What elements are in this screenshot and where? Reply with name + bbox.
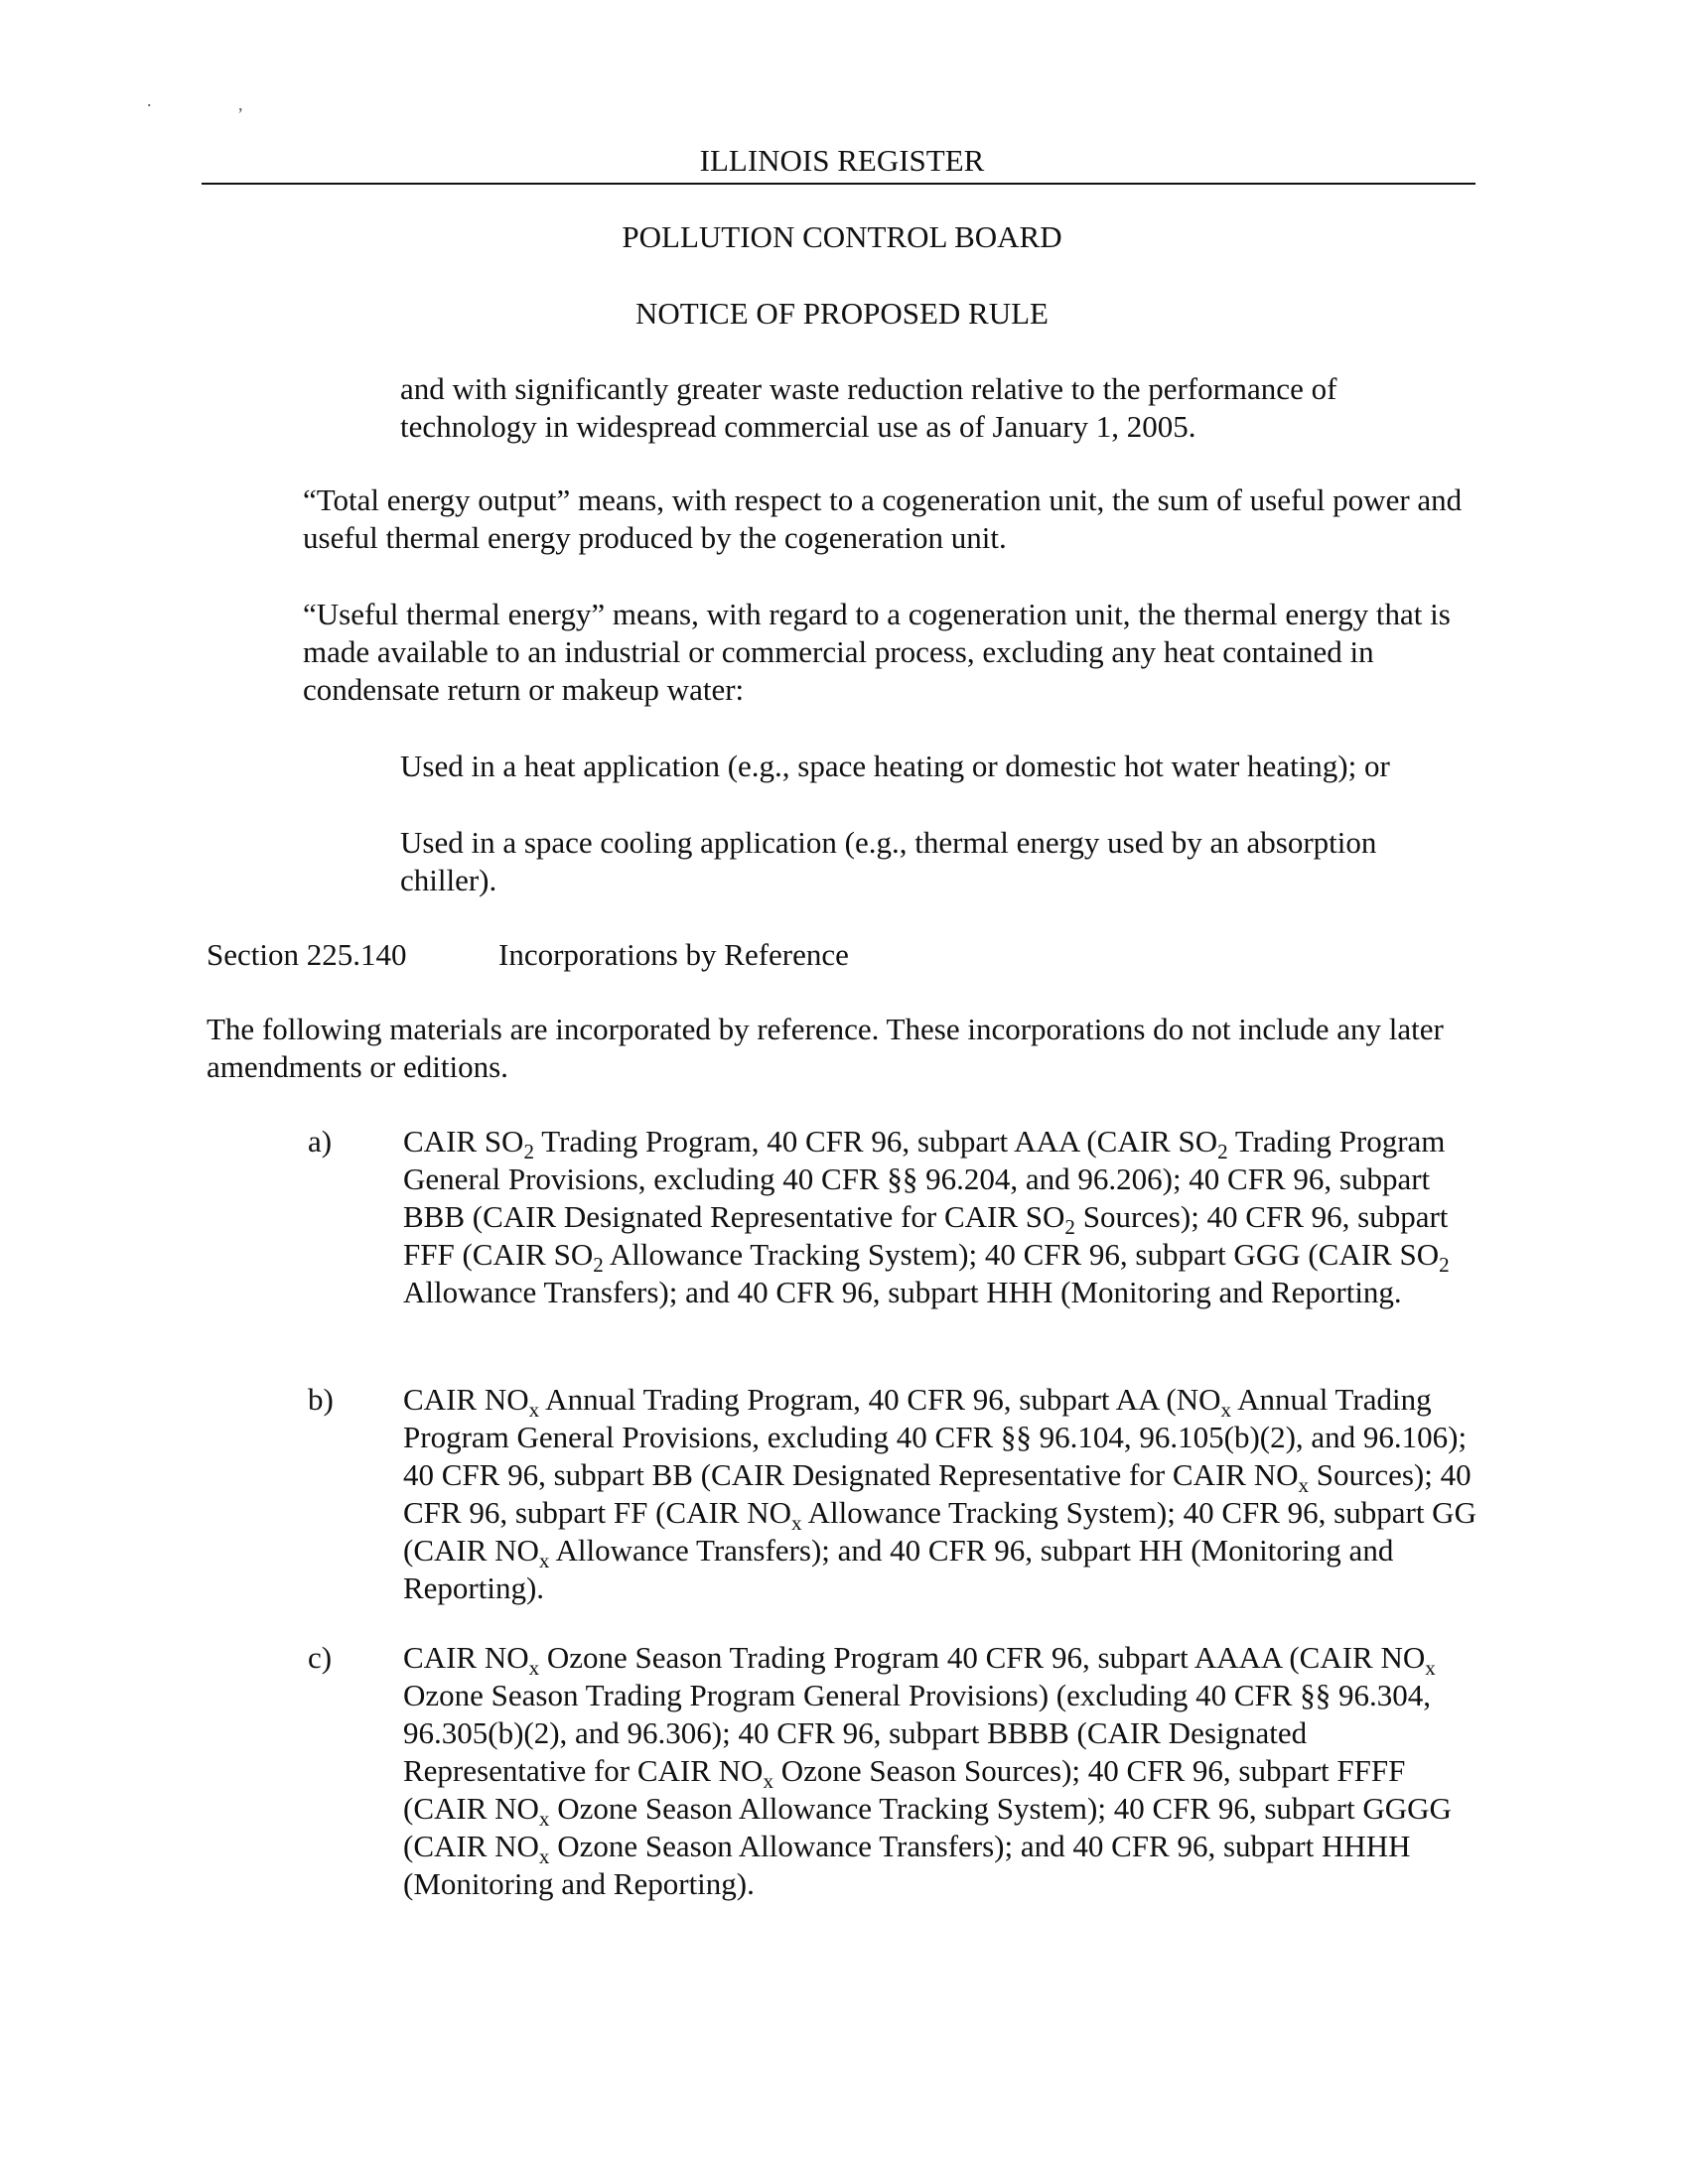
text-segment: Allowance Tracking System); 40 CFR 96, subpart GGG (CAIR SO [603, 1237, 1440, 1272]
item-text [403, 1123, 1485, 1311]
useful-thermal-definition: “Useful thermal energy” means, with regard to a cogeneration unit, the thermal energy that is made available to an industrial or commercial process, excluding any heat contained in condensate return or makeup water: [303, 597, 1451, 707]
item-text [403, 1381, 1485, 1607]
subscript: x [538, 1548, 550, 1572]
subscript: 2 [1064, 1214, 1075, 1239]
scan-speck: , [238, 94, 243, 114]
notice-title: NOTICE OF PROPOSED RULE [635, 296, 1049, 331]
text-segment: CAIR SO [403, 1124, 524, 1159]
subscript: 2 [1217, 1139, 1228, 1163]
item-label: a) [308, 1124, 333, 1159]
text-segment: Ozone Season Trading Program 40 CFR 96, subpart AAAA (CAIR NO [539, 1640, 1426, 1675]
header-rule [202, 183, 1475, 185]
heat-application-item: Used in a heat application (e.g., space heating or domestic hot water heating); or [400, 749, 1390, 783]
register-title: ILLINOIS REGISTER [699, 143, 985, 178]
text-segment: Annual Trading Program, 40 CFR 96, subpart AA (NO [539, 1382, 1221, 1417]
text-segment: Ozone Season Trading Program General Provisions) (excluding 40 CFR §§ 96.304, 96.305(b)(2), and 96.306); 40 CFR 96, subpart BBBB (CAIR Designated Representative for CAIR NO [403, 1678, 1431, 1788]
text-segment: Annual Trading Program General Provisions, excluding 40 CFR §§ 96.104, 96.105(b)(2), and 96.106); 40 CFR 96, subpart BB (CAIR Designated Representative for CAIR NO [403, 1382, 1468, 1492]
subscript: x [538, 1843, 550, 1868]
subscript: 2 [523, 1139, 534, 1163]
text-segment: Ozone Season Allowance Tracking System); 40 CFR 96, subpart GGGG (CAIR NO [403, 1791, 1452, 1863]
subscript: x [1220, 1397, 1232, 1422]
section-title: Incorporations by Reference [498, 937, 849, 972]
text-segment: Sources); 40 CFR 96, subpart FF (CAIR NO [403, 1457, 1472, 1530]
intro-paragraph: The following materials are incorporated by reference. These incorporations do not include any later amendments or editions. [207, 1012, 1444, 1084]
subscript: x [1425, 1655, 1436, 1680]
subscript: 2 [1439, 1252, 1450, 1277]
text-segment: CAIR NO [403, 1640, 529, 1675]
item-label: c) [308, 1640, 333, 1675]
text-segment: Allowance Transfers); and 40 CFR 96, subpart HH (Monitoring and Reporting). [403, 1533, 1394, 1605]
subscript: 2 [593, 1252, 604, 1277]
subscript: x [1298, 1472, 1310, 1497]
text-segment: Trading Program, 40 CFR 96, subpart AAA (CAIR SO [534, 1124, 1218, 1159]
section-number: Section 225.140 [207, 937, 407, 972]
text-segment: Trading Program General Provisions, excluding 40 CFR §§ 96.204, and 96.206); 40 CFR 96, subpart BBB (CAIR Designated Representative for CAIR SO [403, 1124, 1446, 1234]
scan-speck: . [147, 90, 152, 110]
item-label: b) [308, 1382, 334, 1417]
subscript: x [763, 1768, 773, 1793]
continuation-paragraph: and with significantly greater waste reduction relative to the performance of technology in widespread commercial use as of January 1, 2005. [400, 371, 1337, 444]
cooling-application-item: Used in a space cooling application (e.g., thermal energy used by an absorption chiller). [400, 825, 1377, 897]
text-segment: Ozone Season Sources); 40 CFR 96, subpart FFFF (CAIR NO [403, 1753, 1406, 1826]
text-segment: CAIR NO [403, 1382, 529, 1417]
text-segment: Sources); 40 CFR 96, subpart FFF (CAIR SO [403, 1199, 1449, 1272]
subscript: x [528, 1655, 540, 1680]
text-segment: Ozone Season Allowance Transfers); and 40 CFR 96, subpart HHHH (Monitoring and Reporting). [403, 1829, 1411, 1901]
text-segment: Allowance Transfers); and 40 CFR 96, subpart HHH (Monitoring and Reporting. [403, 1275, 1402, 1309]
subscript: x [528, 1397, 540, 1422]
board-name: POLLUTION CONTROL BOARD [622, 219, 1062, 254]
total-energy-definition: “Total energy output” means, with respect to a cogeneration unit, the sum of useful power and useful thermal energy produced by the cogeneration unit. [303, 482, 1463, 555]
subscript: x [791, 1510, 802, 1535]
subscript: x [538, 1806, 550, 1831]
item-text [403, 1639, 1485, 1903]
text-segment: Allowance Tracking System); 40 CFR 96, subpart GG (CAIR NO [403, 1495, 1476, 1568]
